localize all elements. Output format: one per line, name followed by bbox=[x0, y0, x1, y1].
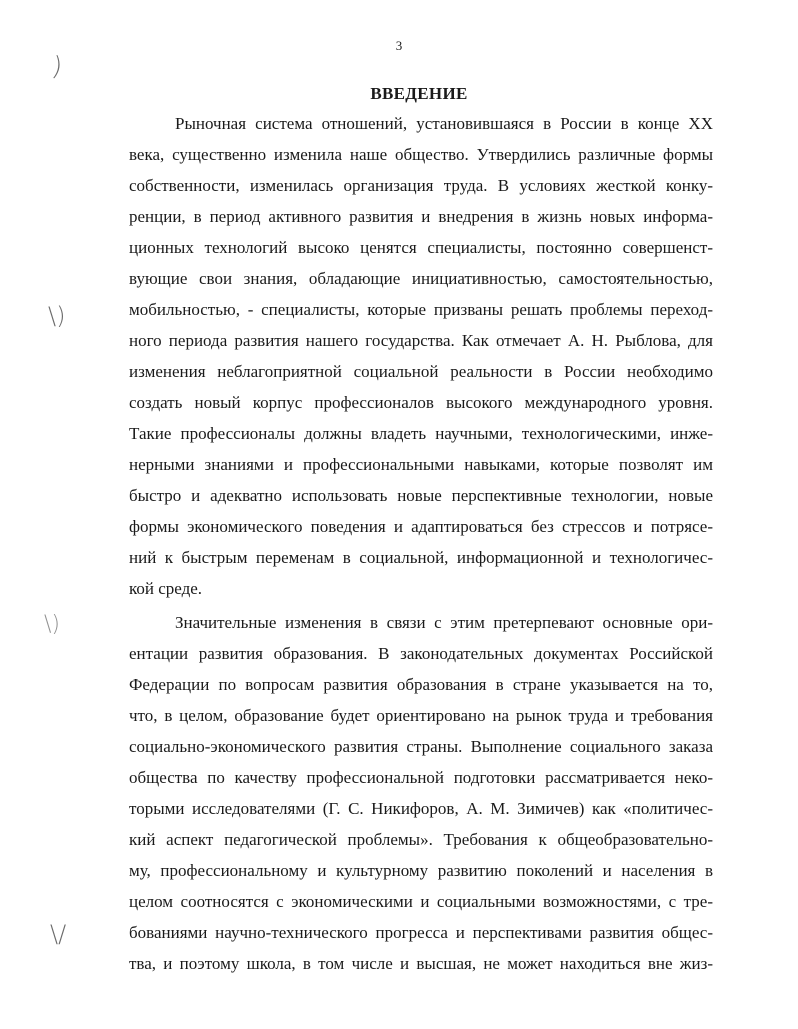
text-line: бованиями научно-технического прогресса и перспективами развития общес- bbox=[129, 923, 713, 942]
text-line: формы экономического поведения и адаптироваться без стрессов и потрясе- bbox=[129, 517, 713, 536]
text-line: Такие профессионалы должны владеть научными, технологическими, инже- bbox=[129, 424, 713, 443]
margin-mark: \/ bbox=[50, 920, 67, 948]
text-line: торыми исследователями (Г. С. Никифоров, А. М. Зимичев) как «политичес- bbox=[129, 799, 713, 818]
text-line: мобильностью, - специалисты, которые призваны решать проблемы переход- bbox=[129, 300, 713, 319]
text-line: ренции, в период активного развития и внедрения в жизнь новых информа- bbox=[129, 207, 713, 226]
text-line: целом соотносятся с экономическими и социальными возможностями, с тре- bbox=[129, 892, 713, 911]
text-line: ционных технологий высоко ценятся специалисты, постоянно совершенст- bbox=[129, 238, 713, 257]
text-line: ного периода развития нашего государства. Как отмечает А. Н. Рыблова, для bbox=[129, 331, 713, 350]
text-line: кий аспект педагогической проблемы». Требования к общеобразовательно- bbox=[129, 830, 713, 849]
text-line: Федерации по вопросам развития образования в стране указывается на то, bbox=[129, 675, 713, 694]
text-line: ний к быстрым переменам в социальной, информационной и технологичес- bbox=[129, 548, 713, 567]
margin-mark: ) bbox=[49, 51, 65, 83]
text-line: создать новый корпус профессионалов высокого международного уровня. bbox=[129, 393, 713, 412]
page-number: 3 bbox=[395, 38, 403, 53]
text-line: Значительные изменения в связи с этим претерпевают основные ори- bbox=[175, 613, 713, 632]
margin-mark: \) bbox=[44, 612, 60, 637]
text-line: вующие свои знания, обладающие инициативностью, самостоятельностью, bbox=[129, 269, 713, 288]
text-line: ентации развития образования. В законодательных документах Российской bbox=[129, 644, 713, 663]
section-heading: ВВЕДЕНИЕ bbox=[370, 84, 468, 103]
text-line: тва, и поэтому школа, в том числе и высшая, не может находиться вне жиз- bbox=[129, 954, 713, 973]
text-line: Рыночная система отношений, установившаяся в России в конце XX bbox=[175, 114, 713, 133]
text-line: нерными знаниями и профессиональными навыками, которые позволят им bbox=[129, 455, 713, 474]
text-line: собственности, изменилась организация труда. В условиях жесткой конку- bbox=[129, 176, 713, 195]
text-line: му, профессиональному и культурному развитию поколений и населения в bbox=[129, 861, 713, 880]
text-line: общества по качеству профессиональной подготовки рассматривается неко- bbox=[129, 768, 713, 787]
text-line: кой среде. bbox=[129, 579, 203, 598]
text-line: изменения неблагоприятной социальной реальности в России необходимо bbox=[129, 362, 713, 381]
text-line: быстро и адекватно использовать новые перспективные технологии, новые bbox=[129, 486, 713, 505]
text-line: социально-экономического развития страны. Выполнение социального заказа bbox=[129, 737, 713, 756]
text-line: века, существенно изменила наше общество. Утвердились различные формы bbox=[129, 145, 713, 164]
text-line: что, в целом, образование будет ориентировано на рынок труда и требования bbox=[129, 706, 713, 725]
margin-mark: \) bbox=[48, 302, 66, 330]
